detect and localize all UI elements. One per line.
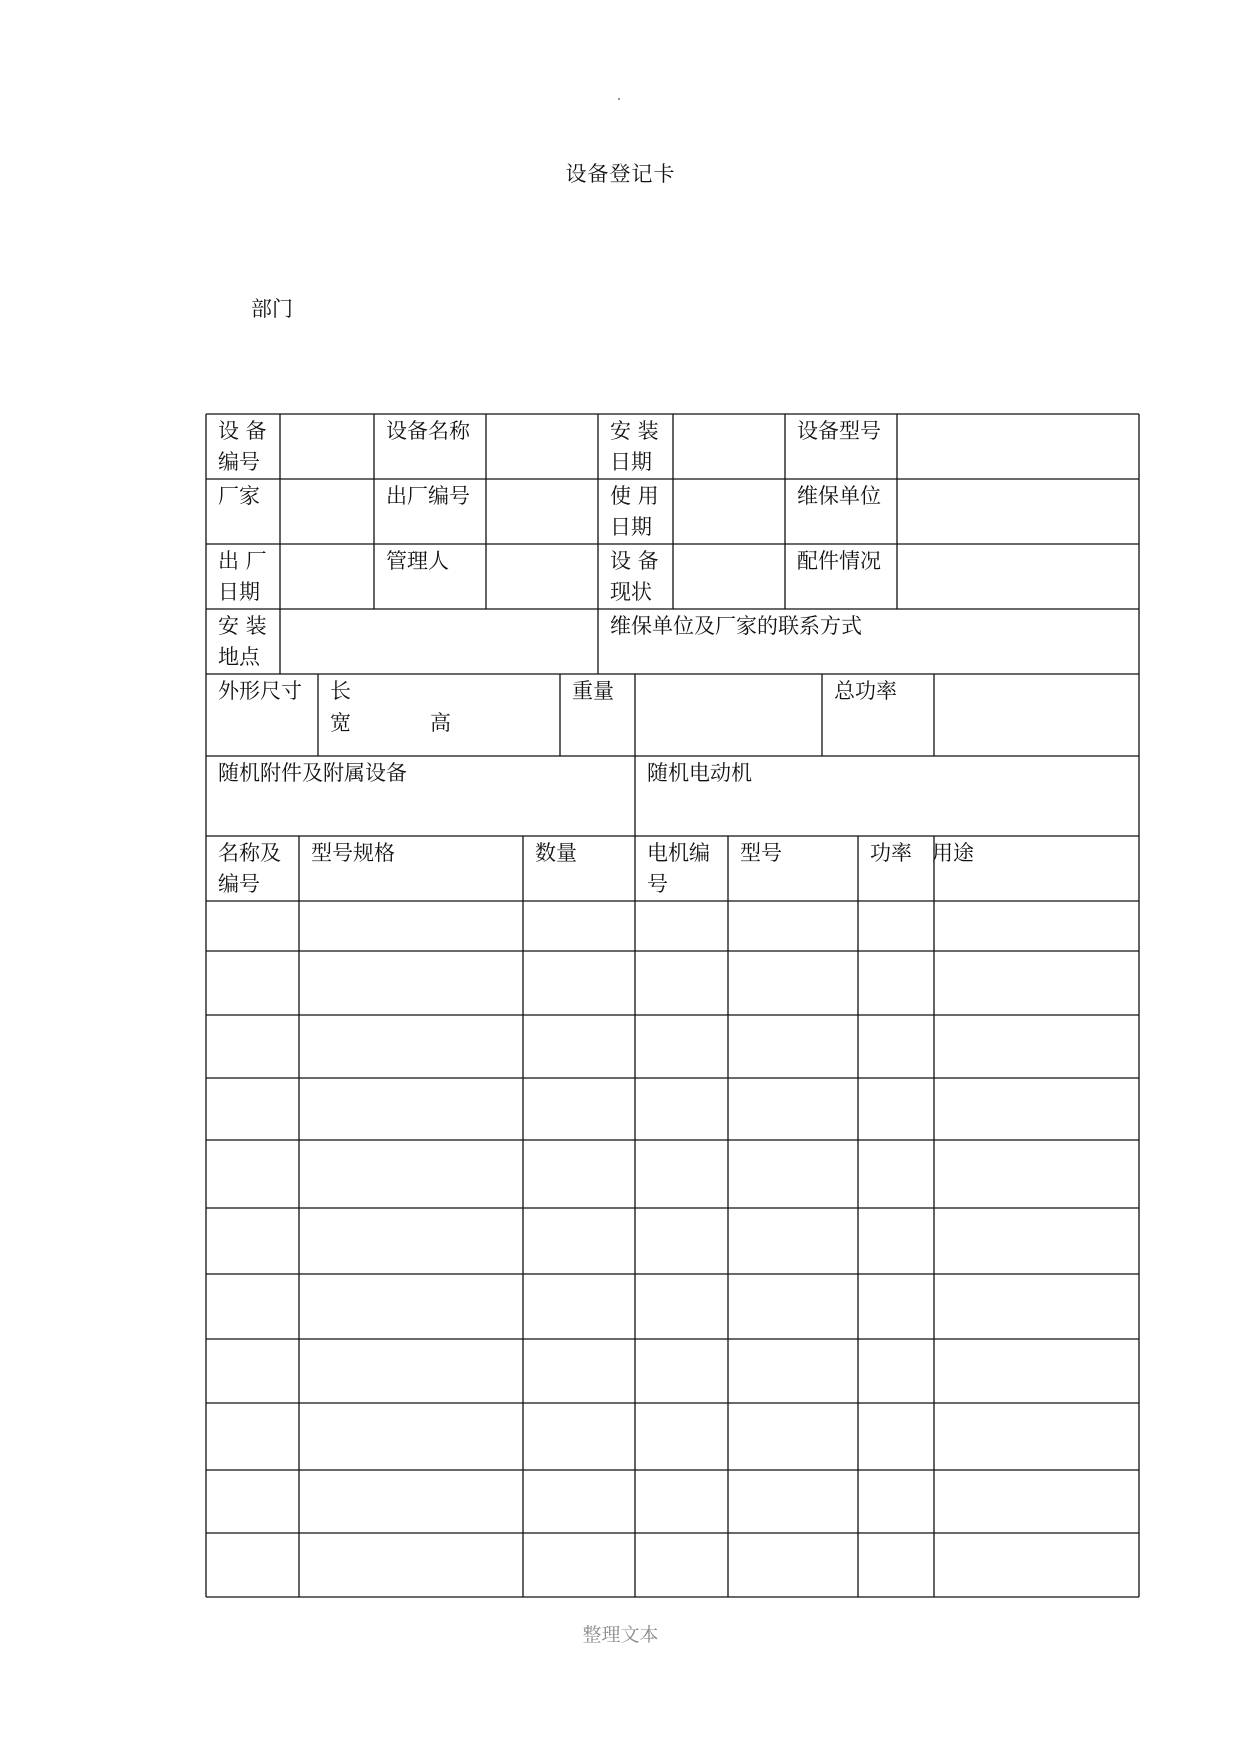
manufacture-date-label: 出 厂 日期 (218, 549, 267, 604)
power-header: 功率 (870, 841, 912, 865)
motor-label: 随机电动机 (647, 761, 752, 785)
accessories-label: 随机附件及附属设备 (218, 761, 407, 785)
install-location-label: 安 装 地点 (218, 614, 267, 669)
height-label: 高 (430, 711, 451, 735)
length-label: 长 (330, 679, 351, 703)
footer-text: 整理文本 (582, 1624, 659, 1646)
width-label: 宽 (330, 711, 351, 735)
usage-header: 用途 (932, 841, 974, 865)
install-date-label: 安 装 日期 (610, 419, 659, 474)
name-and-no-header: 名称及 编号 (218, 841, 281, 896)
service-unit-label: 维保单位 (797, 484, 881, 508)
equipment-status-label: 设 备 现状 (610, 549, 659, 604)
manager-label: 管理人 (386, 549, 449, 573)
dimensions-label: 外形尺寸 (218, 679, 302, 703)
serial-no-label: 出厂编号 (386, 484, 470, 508)
equipment-model-label: 设备型号 (797, 419, 881, 443)
motor-no-header: 电机编 号 (647, 841, 710, 896)
page-title: 设备登记卡 (565, 162, 676, 186)
page-mark (618, 98, 620, 100)
model-header: 型号 (740, 841, 782, 865)
contact-info-label: 维保单位及厂家的联系方式 (610, 614, 862, 638)
quantity-header: 数量 (535, 841, 577, 865)
department-label: 部门 (251, 297, 293, 321)
total-power-label: 总功率 (834, 679, 897, 703)
parts-status-label: 配件情况 (797, 549, 881, 573)
spec-header: 型号规格 (311, 841, 395, 865)
manufacturer-label: 厂家 (218, 484, 260, 508)
weight-label: 重量 (572, 679, 614, 703)
equipment-name-label: 设备名称 (386, 419, 470, 443)
equipment-no-label: 设 备 编号 (218, 419, 267, 474)
use-date-label: 使 用 日期 (610, 484, 659, 539)
